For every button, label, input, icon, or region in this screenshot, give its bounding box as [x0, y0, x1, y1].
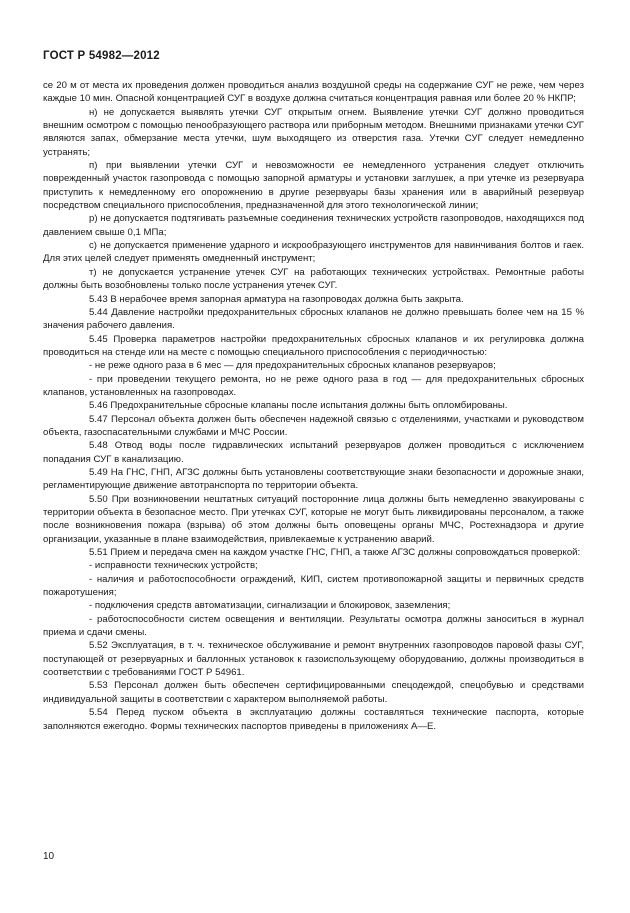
document-body	[43, 79, 584, 733]
paragraph: т) не допускается устранение утечек СУГ на работающих технических устройствах. Ремонтные работы должны быть возобновлены только после устранения утечек СУГ.	[43, 266, 584, 292]
paragraph: 5.44 Давление настройки предохранительных сбросных клапанов не должно превышать более чем на 15 % значения рабочего давления.	[43, 306, 584, 332]
paragraph: 5.47 Персонал объекта должен быть обеспечен надежной связью с отделениями, участками и руководством объекта, газоспасательными службами и МЧС России.	[43, 413, 584, 438]
document-header: ГОСТ Р 54982—2012	[43, 50, 160, 62]
paragraph: с) не допускается применение ударного и искрообразующего инструментов для навинчивания болтов и гаек. Для этих целей следует применять омедненный инструмент;	[43, 240, 584, 265]
paragraph: 5.46 Предохранительные сбросные клапаны после испытания должны быть опломбированы.	[89, 400, 508, 412]
paragraph: 5.50 При возникновении нештатных ситуаций посторонние лица должны быть немедленно эвакуированы с территории объекта в безопасное место. При утечках СУГ, которые не могут быть ликвидированы персоналом, а также после возникновения пожара (взрыва) об этом должны быть оповещены органы МЧС, Ростехнадзора и другие организации, указанные в плане взаимодействия, привлекаемые к устранению аварий.	[43, 493, 584, 545]
paragraph: 5.49 На ГНС, ГНП, АГЗС должны быть установлены соответствующие знаки безопасности и дорожные знаки, регламентирующие движение автотранспорта по территории объекта.	[43, 466, 584, 492]
list-item: - не реже одного раза в 6 мес — для предохранительных сбросных клапанов резервуаров;	[89, 360, 496, 372]
paragraph: 5.52 Эксплуатация, в т. ч. техническое обслуживание и ремонт внутренних газопроводов паровой фазы СУГ, поступающей от резервуарных и баллонных установок к газоиспользующему оборудованию, должны производиться в соответствии с требованиями ГОСТ Р 54961.	[43, 640, 584, 679]
page-number: 10	[43, 851, 55, 862]
paragraph: 5.54 Перед пуском объекта в эксплуатацию должны составляться технические паспорта, которые заполняются ежегодно. Формы технических паспортов приведены в приложениях А—Е.	[43, 707, 584, 732]
paragraph: п) при выявлении утечки СУГ и невозможности ее немедленного устранения следует отключить поврежденный участок газопровода с помощью запорной арматуры и установки заглушек, а при утечке из резервуара приступить к немедленному его опорожнению в другие резервуары базы хранения или в аварийный резервуар посредством специального приспособления, предназначенной для этого технологической линии;	[43, 160, 584, 212]
list-item: - работоспособности систем освещения и вентиляции. Результаты осмотра должны заноситься в журнал приема и сдачи смены.	[43, 613, 584, 639]
paragraph: 5.53 Персонал должен быть обеспечен сертифицированными спецодеждой, спецобувью и средствами индивидуальной защиты в соответствии с характером выполняемой работы.	[43, 680, 584, 705]
paragraph: р) не допускается подтягивать разъемные соединения технических устройств газопроводов, находящихся под давлением свыше 0,1 МПа;	[43, 213, 584, 238]
list-item: - наличия и работоспособности ограждений, КИП, систем противопожарной защиты и первичных средств пожаротушения;	[43, 573, 584, 599]
list-item: - при проведении текущего ремонта, но не реже одного раза в год — для предохранительных сбросных клапанов, установленных на газопроводах.	[43, 373, 584, 398]
paragraph: 5.51 Прием и передача смен на каждом участке ГНС, ГНП, а также АГЗС должны сопровождаться проверкой:	[89, 547, 581, 559]
list-item: - подключения средств автоматизации, сигнализации и блокировок, заземления;	[89, 600, 451, 612]
paragraph: 5.48 Отвод воды после гидравлических испытаний резервуаров должен проводиться с исключением попадания СУГ в канализацию.	[43, 440, 584, 465]
paragraph: 5.43 В нерабочее время запорная арматура на газопроводах должна быть закрыта.	[89, 293, 464, 305]
paragraph: се 20 м от места их проведения должен проводиться анализ воздушной среды на содержание СУГ не реже, чем через каждые 10 мин. Опасной концентрацией СУГ в воздухе должна считаться концентрация равная или более 20 % НКПР;	[43, 80, 584, 105]
list-item: - исправности технических устройств;	[89, 560, 258, 572]
paragraph: н) не допускается выявлять утечки СУГ открытым огнем. Выявление утечки СУГ должно проводиться внешним осмотром с помощью пенообразующего раствора или приборным методом. Внешними признаками утечки СУГ являются запах, обмерзание места утечки, шум выходящего из отверстия газа. Утечки СУГ следует немедленно устранять;	[43, 106, 584, 158]
paragraph: 5.45 Проверка параметров настройки предохранительных сбросных клапанов и их регулировка должна проводиться на стенде или на месте с помощью специального приспособления с периодичностью:	[43, 333, 584, 358]
